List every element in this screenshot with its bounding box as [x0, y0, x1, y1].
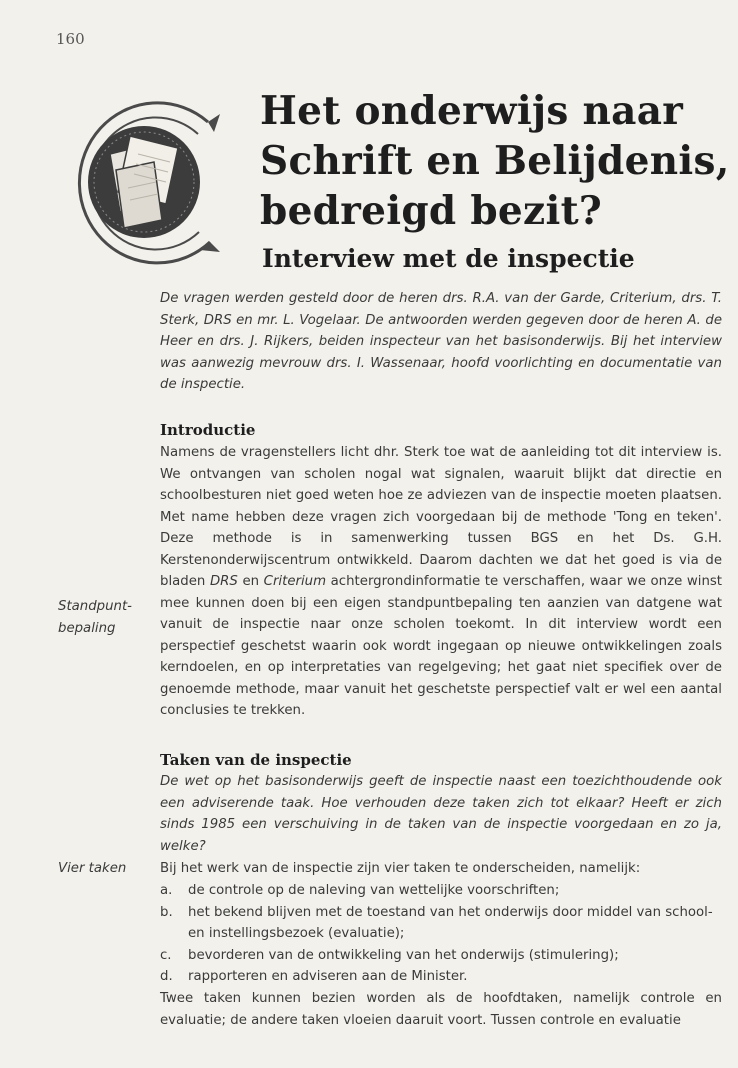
margin-note-standpuntbepaling: [58, 596, 153, 639]
logo-emblem-icon: [58, 92, 228, 272]
margin-note-line-2: bepaling: [58, 620, 116, 636]
list-item: [160, 880, 722, 902]
list-item: [160, 902, 722, 945]
introductie-text-and: en: [237, 574, 264, 589]
title-line-3: bedreigd bezit?: [260, 188, 603, 234]
magazine-name-drs: DRS: [209, 574, 238, 589]
list-item: [160, 966, 722, 988]
list-marker: c.: [160, 947, 172, 963]
intro-paragraph: De vragen werden gesteld door de heren drs. R.A. van der Garde, Criterium, drs. T. Sterk, DRS en mr. L. Vogelaar. De antwoorden werden gegeven door de heren A. de Heer en drs. J. Rijkers, beiden inspecteur van het basisonderwijs. Bij het interview was aanwezig mevrouw drs. I. Wassenaar, hoofd voorlichting en documentatie van de inspectie.: [160, 291, 722, 392]
title-line-1: Het onderwijs naar: [260, 88, 684, 134]
task-list: [160, 880, 722, 988]
margin-note-line-1: Standpunt-: [58, 599, 132, 614]
title-line-2: Schrift en Belijdenis,: [260, 138, 730, 184]
margin-note-vier-taken: Vier taken: [58, 861, 127, 876]
introductie-text-part2: achtergrondinformatie te verschaffen, waar we onze winst mee kunnen doen bij een eigen standpuntbepaling ten aanzien van datgene wat vanuit de inspectie naar onze scholen toekomt. In dit interview wordt een perspectief geschetst waarin ook wordt ingegaan op nieuwe ontwikkelingen zoals kerndoelen, en op interpretaties van regelgeving; het gaat niet specifiek over de genoemde methode, maar vanuit het geschetste perspectief valt er wel een aantal conclusies te trekken.: [160, 574, 723, 718]
list-item-text: het bekend blijven met de toestand van het onderwijs door middel van school- en instellingsbezoek (evaluatie);: [188, 904, 713, 941]
list-item: [160, 945, 722, 967]
page-number: 160: [56, 30, 85, 48]
list-item-text: de controle op de naleving van wettelijke voorschriften;: [188, 883, 560, 898]
list-marker: d.: [160, 969, 173, 984]
list-marker: b.: [160, 904, 173, 920]
article-subtitle: Interview met de inspectie: [262, 244, 635, 273]
taken-lead: Bij het werk van de inspectie zijn vier taken te onderscheiden, namelijk:: [160, 861, 641, 876]
section-heading-taken: Taken van de inspectie: [160, 751, 352, 769]
introductie-paragraph: [160, 442, 722, 722]
introductie-text-part1: Namens de vragenstellers licht dhr. Sterk toe wat de aanleiding tot dit interview is. We ontvangen van scholen nogal wat signalen, waaruit blijkt dat directie en schoolbesturen niet goed weten hoe ze adviezen van de inspectie moeten plaatsen. Met name hebben deze vragen zich voorgedaan bij de methode 'Tong en teken'. Deze methode is in samenwerking tussen BGS en het Ds. G.H. Kerstenonderwijscentrum ontwikkeld. Daarom dachten we dat het goed is via de bladen: [160, 445, 722, 589]
list-item-text: rapporteren en adviseren aan de Minister.: [188, 969, 468, 984]
list-item-text: bevorderen van de ontwikkeling van het onderwijs (stimulering);: [188, 947, 619, 963]
magazine-name-criterium: Criterium: [263, 574, 327, 589]
article-title: [260, 86, 730, 236]
list-marker: a.: [160, 883, 173, 898]
closing-paragraph: Twee taken kunnen bezien worden als de hoofdtaken, namelijk controle en evaluatie; de andere taken vloeien daaruit voort. Tussen controle en evaluatie: [160, 991, 722, 1028]
section-heading-introductie: Introductie: [160, 421, 256, 439]
taken-question: De wet op het basisonderwijs geeft de inspectie naast een toezichthoudende ook een adviserende taak. Hoe verhouden deze taken zich tot elkaar? Heeft er zich sinds 1985 een verschuiving in de taken van de inspectie voorgedaan en zo ja, welke?: [160, 774, 722, 854]
